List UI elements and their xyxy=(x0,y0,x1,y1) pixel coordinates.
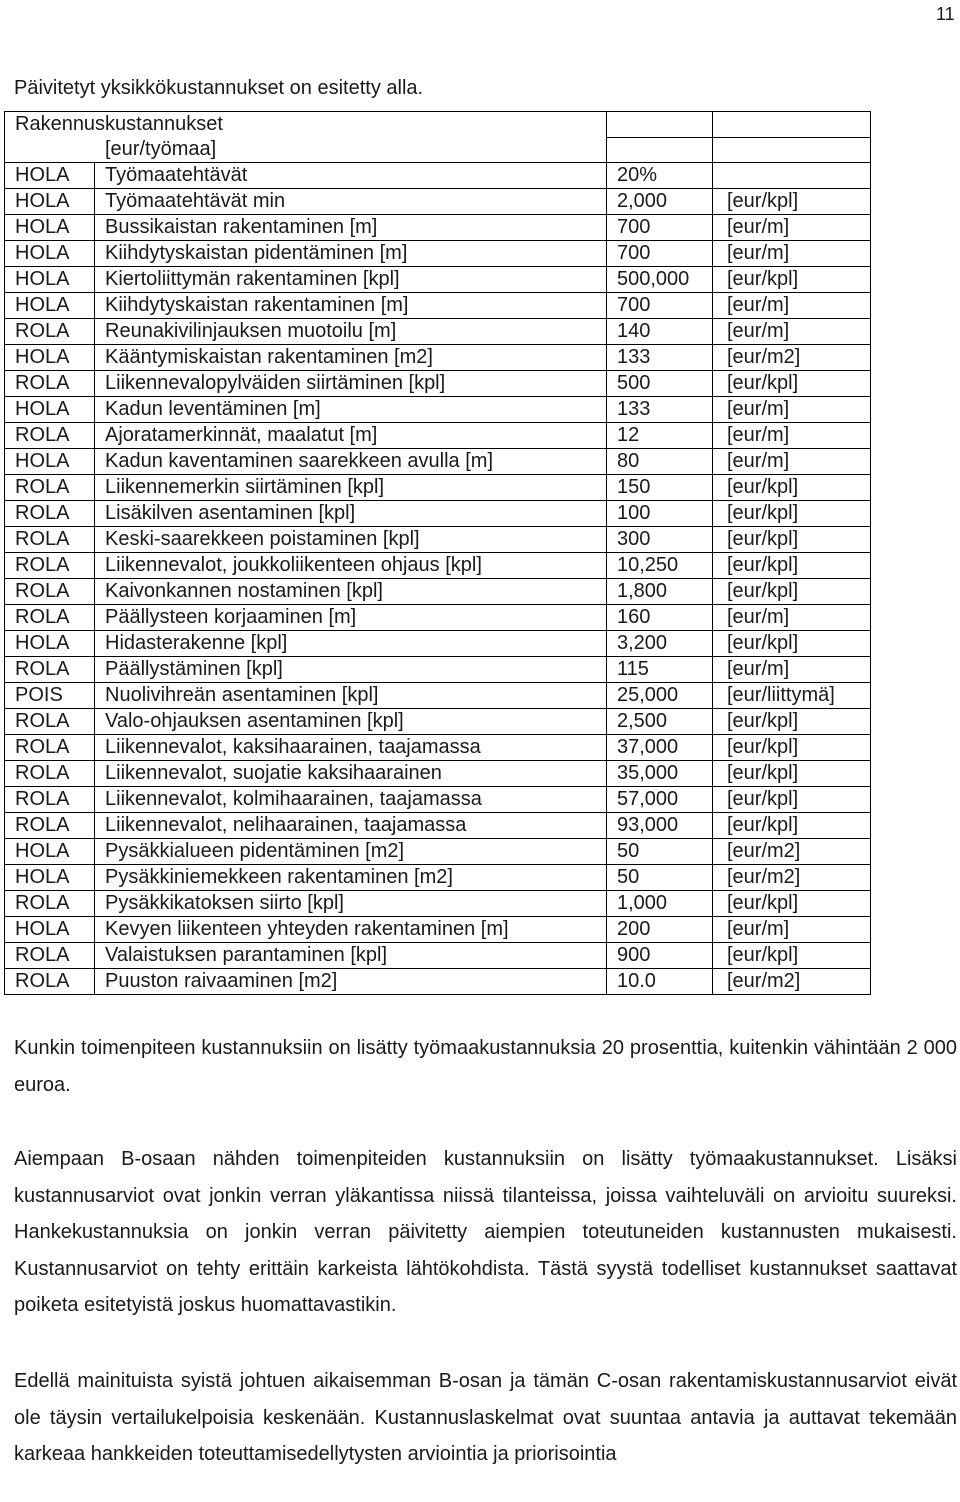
measure-cell: Kadun kaventaminen saarekkeen avulla [m] xyxy=(95,449,607,475)
measure-cell: Hidasterakenne [kpl] xyxy=(95,631,607,657)
unit-cell: [eur/kpl] xyxy=(713,501,871,527)
unit-cell: [eur/kpl] xyxy=(713,371,871,397)
table-row xyxy=(5,189,871,215)
category-cell: ROLA xyxy=(5,423,95,449)
unit-cost-cell: 50 xyxy=(607,865,713,891)
unit-cell: [eur/m] xyxy=(713,293,871,319)
table-row xyxy=(5,371,871,397)
table-row xyxy=(5,787,871,813)
category-cell: HOLA xyxy=(5,163,95,189)
unit-cell: [eur/kpl] xyxy=(713,787,871,813)
table-header-title-row xyxy=(5,112,871,138)
unit-cost-cell: 57,000 xyxy=(607,787,713,813)
measure-cell: Valaistuksen parantaminen [kpl] xyxy=(95,943,607,969)
unit-cost-cell: 100 xyxy=(607,501,713,527)
unit-cell: [eur/m] xyxy=(713,917,871,943)
table-row xyxy=(5,735,871,761)
measure-cell: Nuolivihreän asentaminen [kpl] xyxy=(95,683,607,709)
unit-cell: [eur/m] xyxy=(713,215,871,241)
table-row xyxy=(5,319,871,345)
measure-cell: Kääntymiskaistan rakentaminen [m2] xyxy=(95,345,607,371)
unit-cost-cell: 500,000 xyxy=(607,267,713,293)
unit-cost-cell: 140 xyxy=(607,319,713,345)
category-cell: HOLA xyxy=(5,189,95,215)
table-row xyxy=(5,579,871,605)
measure-cell: Valo-ohjauksen asentaminen [kpl] xyxy=(95,709,607,735)
category-cell: HOLA xyxy=(5,215,95,241)
measure-cell: Pysäkkiniemekkeen rakentaminen [m2] xyxy=(95,865,607,891)
unit-cell: [eur/m2] xyxy=(713,839,871,865)
category-cell: HOLA xyxy=(5,839,95,865)
unit-cost-cell: 300 xyxy=(607,527,713,553)
measure-cell: Liikennevalot, nelihaarainen, taajamassa xyxy=(95,813,607,839)
unit-cost-cell: 10,250 xyxy=(607,553,713,579)
category-cell: ROLA xyxy=(5,501,95,527)
empty-cell xyxy=(607,112,713,138)
unit-cell: [eur/m2] xyxy=(713,865,871,891)
unit-cost-cell: 200 xyxy=(607,917,713,943)
measure-cell: Pysäkkialueen pidentäminen [m2] xyxy=(95,839,607,865)
unit-cost-cell: 1,000 xyxy=(607,891,713,917)
measure-cell: Kiihdytyskaistan rakentaminen [m] xyxy=(95,293,607,319)
category-cell: HOLA xyxy=(5,345,95,371)
category-cell: HOLA xyxy=(5,241,95,267)
unit-cost-cell: 700 xyxy=(607,215,713,241)
category-cell: ROLA xyxy=(5,475,95,501)
table-row xyxy=(5,657,871,683)
unit-cell: [eur/m2] xyxy=(713,969,871,995)
measure-cell: Liikennevalot, kaksihaarainen, taajamassa xyxy=(95,735,607,761)
table-row xyxy=(5,215,871,241)
table-row xyxy=(5,917,871,943)
category-cell: ROLA xyxy=(5,553,95,579)
measure-cell: Ajoratamerkinnät, maalatut [m] xyxy=(95,423,607,449)
empty-cell xyxy=(607,137,713,163)
unit-cell: [eur/liittymä] xyxy=(713,683,871,709)
measure-cell: Työmaatehtävät min xyxy=(95,189,607,215)
unit-cost-cell: 37,000 xyxy=(607,735,713,761)
paragraph-worksite-costs: Kunkin toimenpiteen kustannuksiin on lisätty työmaakustannuksia 20 prosenttia, kuitenkin vähintään 2 000 euroa. xyxy=(14,1037,957,1096)
unit-cost-cell: 1,800 xyxy=(607,579,713,605)
table-row xyxy=(5,631,871,657)
unit-cell: [eur/kpl] xyxy=(713,579,871,605)
table-row xyxy=(5,761,871,787)
measure-cell: Pysäkkikatoksen siirto [kpl] xyxy=(95,891,607,917)
table-row xyxy=(5,553,871,579)
table-row xyxy=(5,813,871,839)
unit-cost-cell: 3,200 xyxy=(607,631,713,657)
unit-cell xyxy=(713,163,871,189)
unit-cell: [eur/m] xyxy=(713,423,871,449)
table-row xyxy=(5,709,871,735)
table-row xyxy=(5,345,871,371)
unit-cell: [eur/kpl] xyxy=(713,475,871,501)
table-row xyxy=(5,501,871,527)
table-row xyxy=(5,943,871,969)
category-cell: HOLA xyxy=(5,631,95,657)
table-row xyxy=(5,163,871,189)
unit-cost-cell: 25,000 xyxy=(607,683,713,709)
category-cell: HOLA xyxy=(5,293,95,319)
measure-cell: Päällysteen korjaaminen [m] xyxy=(95,605,607,631)
table-row xyxy=(5,423,871,449)
table-row xyxy=(5,449,871,475)
unit-cost-cell: 20% xyxy=(607,163,713,189)
empty-cell xyxy=(713,137,871,163)
table-row xyxy=(5,891,871,917)
paragraph-cost-estimates: Aiempaan B-osaan nähden toimenpiteiden kustannuksiin on lisätty työmaakustannukset. Lisäksi kustannusarviot ovat jonkin verran yläkantissa niissä tilanteissa, joissa vaihteluväli on arvioitu suureksi. Hankekustannuksia on jonkin verran päivitetty aiempien toteutuneiden kustannusten mukaisesti. Kustannusarviot on tehty erittäin karkeista lähtökohdista. Tästä syystä todelliset kustannukset saattavat poiketa esitetyistä joskus huomattavastikin. xyxy=(14,1148,957,1316)
category-cell: ROLA xyxy=(5,371,95,397)
unit-cell: [eur/kpl] xyxy=(713,553,871,579)
category-cell: HOLA xyxy=(5,449,95,475)
category-cell: ROLA xyxy=(5,709,95,735)
table-row xyxy=(5,241,871,267)
unit-cost-cell: 500 xyxy=(607,371,713,397)
table-row xyxy=(5,267,871,293)
unit-cost-cell: 700 xyxy=(607,241,713,267)
category-cell: ROLA xyxy=(5,527,95,553)
category-cell: ROLA xyxy=(5,319,95,345)
measure-cell: Liikennevalot, joukkoliikenteen ohjaus [kpl] xyxy=(95,553,607,579)
category-cell: HOLA xyxy=(5,397,95,423)
category-cell: ROLA xyxy=(5,735,95,761)
table-title: Rakennuskustannukset xyxy=(5,112,607,138)
paragraph-comparability: Edellä mainituista syistä johtuen aikaisemman B-osan ja tämän C-osan rakentamiskustannusarviot eivät ole täysin vertailukelpoisia keskenään. Kustannuslaskelmat ovat suuntaa antavia ja auttavat tekemään karkeaa hankkeiden toteuttamisedellytysten arviointia ja priorisointia xyxy=(14,1370,957,1465)
unit-cost-cell: 150 xyxy=(607,475,713,501)
measure-cell: Puuston raivaaminen [m2] xyxy=(95,969,607,995)
table-row xyxy=(5,969,871,995)
unit-cell: [eur/m] xyxy=(713,605,871,631)
measure-cell: Liikennevalopylväiden siirtäminen [kpl] xyxy=(95,371,607,397)
category-cell: POIS xyxy=(5,683,95,709)
measure-cell: Kevyen liikenteen yhteyden rakentaminen [m] xyxy=(95,917,607,943)
category-cell: ROLA xyxy=(5,657,95,683)
unit-cell: [eur/kpl] xyxy=(713,943,871,969)
category-cell: ROLA xyxy=(5,787,95,813)
unit-cost-cell: 700 xyxy=(607,293,713,319)
unit-cell: [eur/kpl] xyxy=(713,527,871,553)
unit-cell: [eur/kpl] xyxy=(713,813,871,839)
measure-cell: Bussikaistan rakentaminen [m] xyxy=(95,215,607,241)
table-row xyxy=(5,527,871,553)
measure-cell: Liikennevalot, kolmihaarainen, taajamassa xyxy=(95,787,607,813)
unit-cell: [eur/m] xyxy=(713,319,871,345)
unit-cost-table xyxy=(4,111,871,995)
unit-cell: [eur/kpl] xyxy=(713,267,871,293)
table-subtitle: [eur/työmaa] xyxy=(5,137,607,163)
unit-cell: [eur/m] xyxy=(713,449,871,475)
unit-cell: [eur/kpl] xyxy=(713,631,871,657)
unit-cell: [eur/m2] xyxy=(713,345,871,371)
unit-cost-cell: 2,500 xyxy=(607,709,713,735)
page-number: 11 xyxy=(936,4,955,24)
unit-cost-cell: 35,000 xyxy=(607,761,713,787)
category-cell: HOLA xyxy=(5,865,95,891)
table-row xyxy=(5,605,871,631)
measure-cell: Kiertoliittymän rakentaminen [kpl] xyxy=(95,267,607,293)
category-cell: HOLA xyxy=(5,917,95,943)
table-header-subtitle-row xyxy=(5,137,871,163)
measure-cell: Liikennemerkin siirtäminen [kpl] xyxy=(95,475,607,501)
table-row xyxy=(5,865,871,891)
measure-cell: Reunakivilinjauksen muotoilu [m] xyxy=(95,319,607,345)
unit-cost-cell: 115 xyxy=(607,657,713,683)
unit-cell: [eur/kpl] xyxy=(713,761,871,787)
measure-cell: Työmaatehtävät xyxy=(95,163,607,189)
unit-cost-cell: 12 xyxy=(607,423,713,449)
measure-cell: Päällystäminen [kpl] xyxy=(95,657,607,683)
unit-cell: [eur/kpl] xyxy=(713,891,871,917)
measure-cell: Liikennevalot, suojatie kaksihaarainen xyxy=(95,761,607,787)
category-cell: ROLA xyxy=(5,969,95,995)
unit-cell: [eur/kpl] xyxy=(713,735,871,761)
unit-cell: [eur/kpl] xyxy=(713,189,871,215)
table-row xyxy=(5,839,871,865)
category-cell: ROLA xyxy=(5,943,95,969)
empty-cell xyxy=(713,112,871,138)
unit-cell: [eur/m] xyxy=(713,397,871,423)
unit-cost-cell: 10.0 xyxy=(607,969,713,995)
measure-cell: Kaivonkannen nostaminen [kpl] xyxy=(95,579,607,605)
measure-cell: Lisäkilven asentaminen [kpl] xyxy=(95,501,607,527)
unit-cost-cell: 133 xyxy=(607,345,713,371)
intro-text: Päivitetyt yksikkökustannukset on esitetty alla. xyxy=(14,77,424,99)
table-row xyxy=(5,683,871,709)
category-cell: ROLA xyxy=(5,605,95,631)
unit-cost-cell: 80 xyxy=(607,449,713,475)
table-row xyxy=(5,397,871,423)
table-row xyxy=(5,293,871,319)
unit-cell: [eur/m] xyxy=(713,241,871,267)
unit-cost-cell: 133 xyxy=(607,397,713,423)
category-cell: ROLA xyxy=(5,813,95,839)
unit-cost-cell: 160 xyxy=(607,605,713,631)
unit-cost-cell: 900 xyxy=(607,943,713,969)
category-cell: ROLA xyxy=(5,891,95,917)
category-cell: ROLA xyxy=(5,761,95,787)
unit-cost-cell: 50 xyxy=(607,839,713,865)
table-row xyxy=(5,475,871,501)
unit-cost-cell: 93,000 xyxy=(607,813,713,839)
category-cell: ROLA xyxy=(5,579,95,605)
unit-cell: [eur/kpl] xyxy=(713,709,871,735)
unit-cell: [eur/m] xyxy=(713,657,871,683)
category-cell: HOLA xyxy=(5,267,95,293)
measure-cell: Kadun leventäminen [m] xyxy=(95,397,607,423)
unit-cost-cell: 2,000 xyxy=(607,189,713,215)
measure-cell: Kiihdytyskaistan pidentäminen [m] xyxy=(95,241,607,267)
measure-cell: Keski-saarekkeen poistaminen [kpl] xyxy=(95,527,607,553)
